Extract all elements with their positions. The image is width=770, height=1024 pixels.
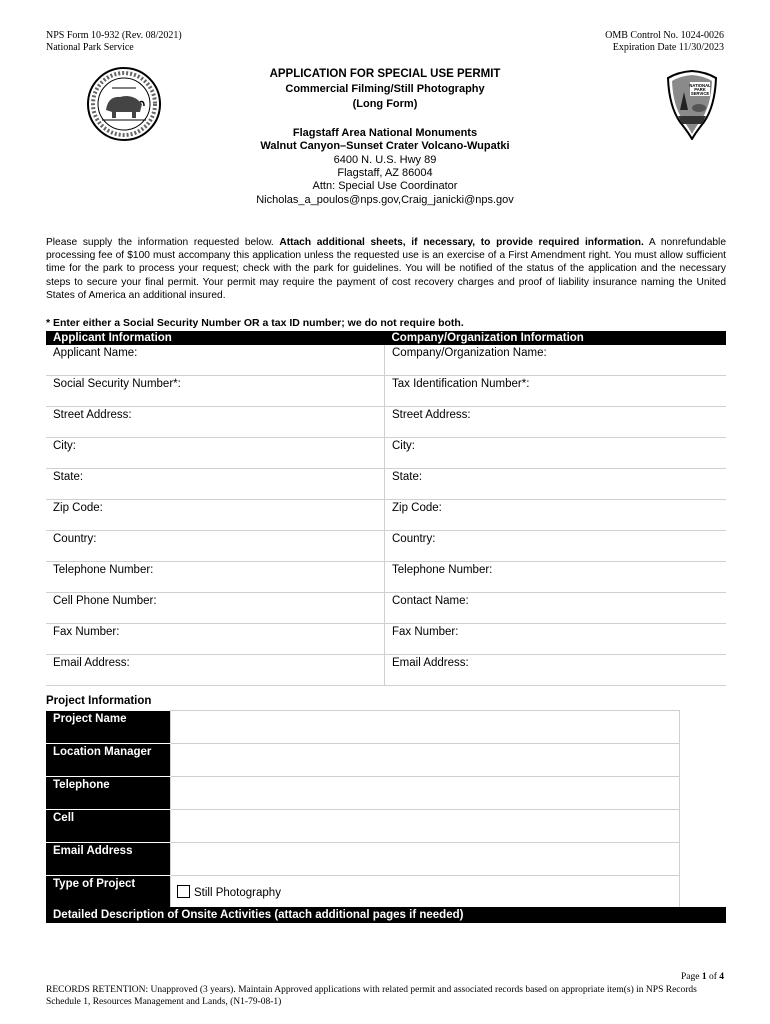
applicant-info-header: Applicant Information	[46, 331, 385, 345]
page-total: 4	[719, 972, 724, 982]
table-row	[46, 843, 680, 876]
project-email-input[interactable]	[171, 843, 680, 876]
company-email-field[interactable]: Email Address:	[385, 655, 727, 686]
page-current: 1	[701, 972, 707, 982]
table-row	[46, 876, 680, 909]
project-email-label: Email Address	[46, 843, 171, 876]
table-row	[46, 655, 726, 686]
svg-text:NATIONAL: NATIONAL	[689, 83, 711, 88]
applicant-country-field[interactable]: Country:	[46, 531, 385, 562]
applicant-zip-field[interactable]: Zip Code:	[46, 500, 385, 531]
omb-control-number: OMB Control No. 1024-0026	[605, 30, 724, 41]
svg-text:PARK: PARK	[694, 87, 706, 92]
applicant-email-field[interactable]: Email Address:	[46, 655, 385, 686]
intro-paragraph	[46, 236, 726, 302]
company-zip-field[interactable]: Zip Code:	[385, 500, 727, 531]
tax-id-field[interactable]: Tax Identification Number*:	[385, 376, 727, 407]
company-city-field[interactable]: City:	[385, 438, 727, 469]
table-row	[46, 711, 680, 744]
table-row	[46, 469, 726, 500]
applicant-street-field[interactable]: Street Address:	[46, 407, 385, 438]
ssn-field[interactable]: Social Security Number*:	[46, 376, 385, 407]
company-info-header: Company/Organization Information	[385, 331, 727, 345]
still-photography-checkbox[interactable]	[177, 885, 190, 898]
still-photography-label: Still Photography	[194, 887, 281, 899]
table-row	[46, 376, 726, 407]
form-header-right	[605, 30, 724, 54]
page-number	[681, 972, 724, 982]
project-info-table	[46, 710, 680, 909]
project-info-heading: Project Information	[46, 695, 152, 707]
project-cell-label: Cell	[46, 810, 171, 843]
intro-text-end: A nonrefundable processing fee of $100 must accompany this application unless the requested use is an exercise of a First Amendment right. You must allow sufficient time for the park to process your request; check with the park for guidelines. You will be notified of the status of the application and the necessary steps to secure your final permit. Your permit may require the payment of cost recovery charges and proof of liability insurance naming the United States of America an additional insured.	[46, 237, 726, 301]
applicant-cell-field[interactable]: Cell Phone Number:	[46, 593, 385, 624]
form-header-left	[46, 30, 182, 54]
applicant-info-table	[46, 331, 726, 686]
park-address-line1: 6400 N. U.S. Hwy 89	[333, 154, 437, 166]
project-cell-input[interactable]	[171, 810, 680, 843]
page-label: Page	[680, 972, 702, 982]
table-row	[46, 593, 726, 624]
form-subtitle: Commercial Filming/Still Photography	[285, 83, 485, 95]
project-name-input[interactable]	[171, 711, 680, 744]
company-telephone-field[interactable]: Telephone Number:	[385, 562, 727, 593]
agency-name: National Park Service	[46, 42, 134, 53]
company-name-field[interactable]: Company/Organization Name:	[385, 345, 727, 376]
table-row	[46, 345, 726, 376]
applicant-name-field[interactable]: Applicant Name:	[46, 345, 385, 376]
park-name: Flagstaff Area National Monuments	[292, 127, 478, 139]
park-emails: Nicholas_a_poulos@nps.gov,Craig_janicki@nps.gov	[256, 194, 514, 206]
form-title: APPLICATION FOR SPECIAL USE PERMIT	[269, 68, 501, 80]
applicant-city-field[interactable]: City:	[46, 438, 385, 469]
park-address-line2: Flagstaff, AZ 86004	[337, 167, 433, 179]
project-telephone-input[interactable]	[171, 777, 680, 810]
table-row	[46, 744, 680, 777]
park-units: Walnut Canyon–Sunset Crater Volcano-Wupatki	[260, 140, 510, 152]
page-of: of	[706, 972, 720, 982]
project-name-label: Project Name	[46, 711, 171, 744]
company-street-field[interactable]: Street Address:	[385, 407, 727, 438]
description-header: Detailed Description of Onsite Activities (attach additional pages if needed)	[46, 907, 726, 923]
expiration-date: Expiration Date 11/30/2023	[612, 42, 724, 53]
applicant-telephone-field[interactable]: Telephone Number:	[46, 562, 385, 593]
svg-text:SERVICE: SERVICE	[690, 91, 710, 96]
form-number: NPS Form 10-932 (Rev. 08/2021)	[46, 30, 182, 41]
table-row	[46, 562, 726, 593]
form-variant: (Long Form)	[352, 98, 418, 110]
project-telephone-label: Telephone	[46, 777, 171, 810]
records-retention-footer: RECORDS RETENTION: Unapproved (3 years). Maintain Approved applications with related permit and associated records based on appropriate item(s) in NPS Records Schedule 1, Resources Management and Lands, (N1-79-08-1)	[46, 985, 697, 1007]
table-row	[46, 777, 680, 810]
applicant-state-field[interactable]: State:	[46, 469, 385, 500]
company-state-field[interactable]: State:	[385, 469, 727, 500]
ssn-note: * Enter either a Social Security Number OR a tax ID number; we do not require both.	[46, 317, 464, 329]
intro-text-start: Please supply the information requested below.	[46, 237, 280, 248]
company-fax-field[interactable]: Fax Number:	[385, 624, 727, 655]
table-row	[46, 810, 680, 843]
location-manager-input[interactable]	[171, 744, 680, 777]
park-attn: Attn: Special Use Coordinator	[312, 180, 458, 192]
project-type-cell	[171, 876, 680, 909]
table-row	[46, 407, 726, 438]
company-contact-field[interactable]: Contact Name:	[385, 593, 727, 624]
location-manager-label: Location Manager	[46, 744, 171, 777]
table-row	[46, 531, 726, 562]
table-row	[46, 438, 726, 469]
intro-text-bold: Attach additional sheets, if necessary, to provide required information.	[279, 237, 644, 248]
table-row	[46, 624, 726, 655]
applicant-fax-field[interactable]: Fax Number:	[46, 624, 385, 655]
project-type-label: Type of Project	[46, 876, 171, 909]
company-country-field[interactable]: Country:	[385, 531, 727, 562]
table-row	[46, 500, 726, 531]
